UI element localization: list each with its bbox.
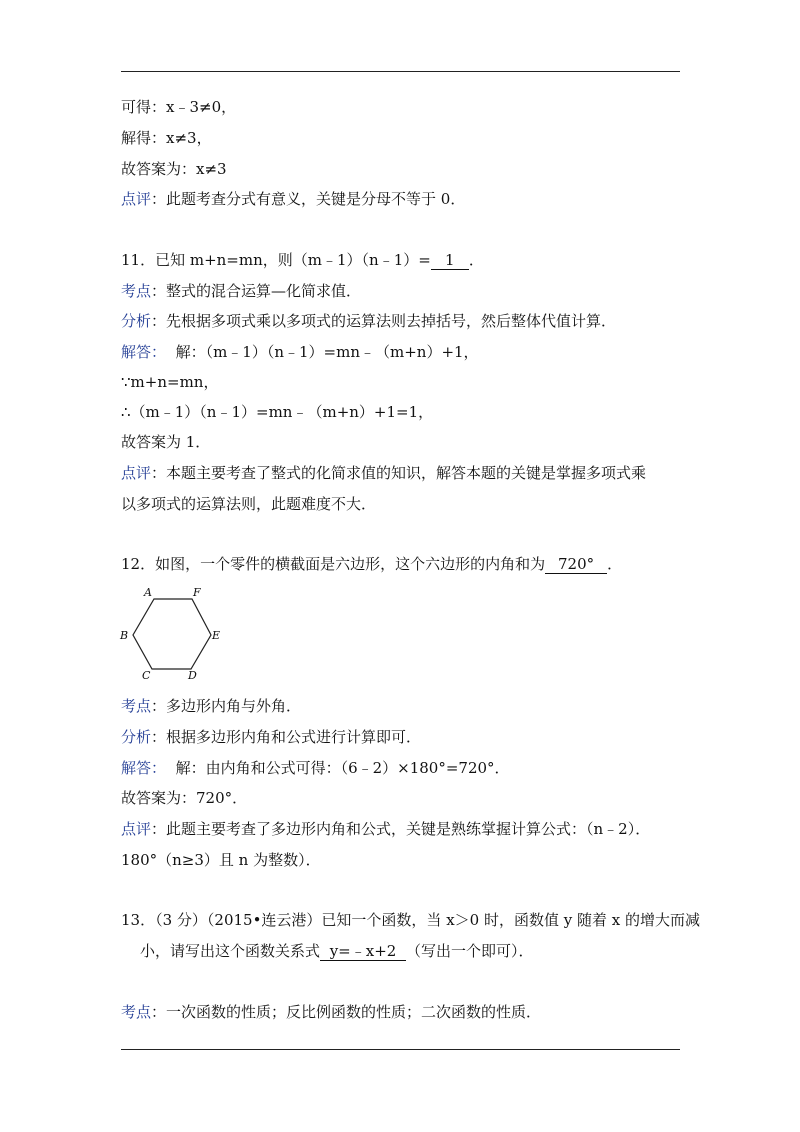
question-13: 13．（3 分）（2015•连云港）已知一个函数，当 x＞0 时，函数值 y 随着 x 的增大而减 — [121, 911, 700, 929]
jieda-tag: 解答： — [121, 759, 167, 777]
fenxi-tag: 分析 — [121, 312, 152, 330]
fenxi-text: ：根据多边形内角和公式进行计算即可． — [151, 728, 422, 746]
comment-text: ：本题主要考查了整式的化简求值的知识，解答本题的关键是掌握多项式乘 — [151, 464, 647, 482]
hexagon-shape — [133, 599, 211, 669]
hexagon-figure — [115, 583, 235, 683]
vertex-label-c: C — [142, 669, 151, 682]
question-text: ． — [468, 251, 484, 269]
fenxi-tag: 分析 — [121, 728, 152, 746]
kaodian-text: ：一次函数的性质；反比例函数的性质；二次函数的性质． — [151, 1003, 542, 1021]
text-line: ∵m+n=mn， — [121, 373, 219, 391]
comment-tag: 点评 — [121, 464, 152, 482]
jieda-text: 解：（m﹣1）（n﹣1）=mn﹣（m+n）+1， — [175, 343, 479, 361]
jieda-line — [121, 342, 479, 362]
question-text: 11．已知 m+n=mn，则（m﹣1）（n﹣1）= — [121, 251, 431, 269]
comment-line — [121, 819, 650, 839]
vertex-label-e: E — [212, 629, 221, 642]
vertex-label-b: B — [120, 629, 129, 642]
text-line: 以多项式的运算法则，此题难度不大． — [121, 495, 377, 513]
question-text: 小，请写出这个函数关系式 — [140, 942, 321, 960]
question-11 — [121, 250, 484, 270]
question-text: （写出一个即可）． — [406, 942, 534, 960]
kaodian-line — [121, 1002, 541, 1022]
kaodian-tag: 考点 — [121, 697, 152, 715]
vertex-label-a: A — [144, 586, 152, 599]
answer-blank: 720° — [545, 555, 607, 574]
text-line: 解得：x≠3， — [121, 129, 212, 147]
question-text: ． — [607, 555, 623, 573]
kaodian-line — [121, 281, 361, 301]
text-line: ∴（m﹣1）（n﹣1）=mn﹣（m+n）+1=1， — [121, 403, 434, 421]
comment-tag: 点评 — [121, 820, 152, 838]
answer-blank: 1 — [431, 251, 469, 270]
kaodian-tag: 考点 — [121, 1003, 152, 1021]
question-12 — [121, 554, 622, 574]
kaodian-text: ：整式的混合运算—化简求值． — [151, 282, 362, 300]
kaodian-tag: 考点 — [121, 282, 152, 300]
jieda-text: 解：由内角和公式可得：（6﹣2）×180°=720°． — [175, 759, 510, 777]
comment-tag: 点评 — [121, 190, 152, 208]
text-line: 180°（n≥3）且 n 为整数）． — [121, 851, 321, 869]
jieda-tag: 解答： — [121, 343, 167, 361]
answer-blank: y=﹣x+2 — [320, 942, 406, 961]
text-line: 可得：x﹣3≠0， — [121, 98, 237, 116]
comment-text: ：此题主要考查了多边形内角和公式，关键是熟练掌握计算公式：（n﹣2）． — [151, 820, 651, 838]
vertex-label-f: F — [193, 586, 201, 599]
bottom-rule — [121, 1049, 680, 1050]
kaodian-line — [121, 696, 301, 716]
kaodian-text: ：多边形内角与外角． — [151, 697, 302, 715]
jieda-line — [121, 758, 510, 778]
comment-text: ：此题考查分式有意义，关键是分母不等于 0． — [151, 190, 466, 208]
vertex-label-d: D — [188, 669, 197, 682]
text-line: 故答案为：x≠3 — [121, 160, 227, 178]
question-text: 12．如图，一个零件的横截面是六边形，这个六边形的内角和为 — [121, 555, 546, 573]
comment-line — [121, 189, 465, 209]
text-line: 故答案为 1． — [121, 433, 211, 451]
fenxi-line — [121, 727, 421, 747]
fenxi-line — [121, 311, 616, 331]
top-rule — [121, 71, 680, 72]
question-13-cont — [140, 941, 534, 961]
text-line: 故答案为：720°． — [121, 789, 248, 807]
comment-line — [121, 463, 646, 483]
fenxi-text: ：先根据多项式乘以多项式的运算法则去掉括号，然后整体代值计算． — [151, 312, 617, 330]
